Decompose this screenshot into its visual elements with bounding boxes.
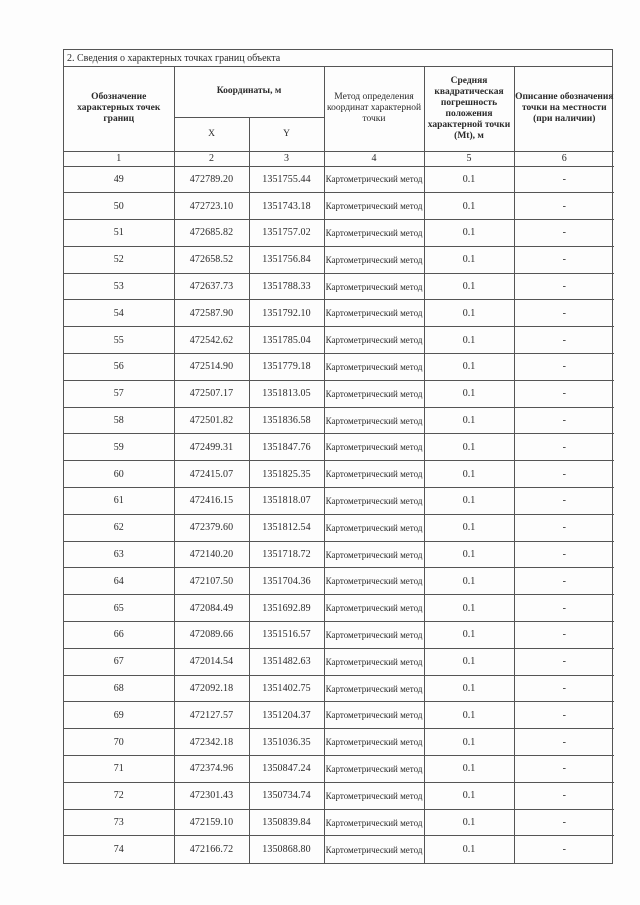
y-coordinate-cell: 1351813.05 bbox=[249, 380, 324, 407]
point-id-cell: 62 bbox=[64, 514, 174, 541]
error-cell: 0.1 bbox=[424, 648, 514, 675]
method-cell: Картометрический метод bbox=[324, 702, 424, 729]
error-cell: 0.1 bbox=[424, 380, 514, 407]
point-id-cell: 72 bbox=[64, 782, 174, 809]
error-cell: 0.1 bbox=[424, 488, 514, 515]
column-number: 2 bbox=[174, 151, 249, 166]
y-coordinate-cell: 1351788.33 bbox=[249, 273, 324, 300]
description-cell: - bbox=[514, 246, 614, 273]
y-coordinate-cell: 1351516.57 bbox=[249, 622, 324, 649]
description-cell: - bbox=[514, 595, 614, 622]
description-cell: - bbox=[514, 809, 614, 836]
point-id-cell: 59 bbox=[64, 434, 174, 461]
description-cell: - bbox=[514, 354, 614, 381]
point-id-cell: 74 bbox=[64, 836, 174, 863]
method-cell: Картометрический метод bbox=[324, 380, 424, 407]
table-row bbox=[64, 782, 614, 809]
y-coordinate-cell: 1351692.89 bbox=[249, 595, 324, 622]
header-method: Метод определения координат характерной точки bbox=[324, 67, 424, 151]
error-cell: 0.1 bbox=[424, 327, 514, 354]
method-cell: Картометрический метод bbox=[324, 407, 424, 434]
y-coordinate-cell: 1351743.18 bbox=[249, 193, 324, 220]
x-coordinate-cell: 472789.20 bbox=[174, 166, 249, 193]
y-coordinate-cell: 1351482.63 bbox=[249, 648, 324, 675]
method-cell: Картометрический метод bbox=[324, 782, 424, 809]
method-cell: Картометрический метод bbox=[324, 166, 424, 193]
point-id-cell: 67 bbox=[64, 648, 174, 675]
x-coordinate-cell: 472166.72 bbox=[174, 836, 249, 863]
y-coordinate-cell: 1350734.74 bbox=[249, 782, 324, 809]
description-cell: - bbox=[514, 782, 614, 809]
method-cell: Картометрический метод bbox=[324, 434, 424, 461]
point-id-cell: 53 bbox=[64, 273, 174, 300]
table-row bbox=[64, 836, 614, 863]
table-row bbox=[64, 568, 614, 595]
description-cell: - bbox=[514, 407, 614, 434]
column-number: 4 bbox=[324, 151, 424, 166]
table-row bbox=[64, 327, 614, 354]
description-cell: - bbox=[514, 514, 614, 541]
table-row bbox=[64, 166, 614, 193]
column-number: 6 bbox=[514, 151, 614, 166]
x-coordinate-cell: 472159.10 bbox=[174, 809, 249, 836]
point-id-cell: 58 bbox=[64, 407, 174, 434]
column-number: 5 bbox=[424, 151, 514, 166]
error-cell: 0.1 bbox=[424, 246, 514, 273]
header-x: X bbox=[174, 117, 249, 151]
method-cell: Картометрический метод bbox=[324, 836, 424, 863]
method-cell: Картометрический метод bbox=[324, 300, 424, 327]
error-cell: 0.1 bbox=[424, 461, 514, 488]
error-cell: 0.1 bbox=[424, 782, 514, 809]
header-error: Средняя квадратическая погрешность положения характерной точки (Mt), м bbox=[424, 67, 514, 151]
method-cell: Картометрический метод bbox=[324, 327, 424, 354]
point-id-cell: 71 bbox=[64, 756, 174, 783]
x-coordinate-cell: 472587.90 bbox=[174, 300, 249, 327]
point-id-cell: 70 bbox=[64, 729, 174, 756]
table-row bbox=[64, 809, 614, 836]
boundary-points-sheet bbox=[63, 49, 613, 864]
y-coordinate-cell: 1351402.75 bbox=[249, 675, 324, 702]
x-coordinate-cell: 472637.73 bbox=[174, 273, 249, 300]
x-coordinate-cell: 472658.52 bbox=[174, 246, 249, 273]
table-row bbox=[64, 246, 614, 273]
description-cell: - bbox=[514, 622, 614, 649]
x-coordinate-cell: 472542.62 bbox=[174, 327, 249, 354]
x-coordinate-cell: 472415.07 bbox=[174, 461, 249, 488]
x-coordinate-cell: 472107.50 bbox=[174, 568, 249, 595]
point-id-cell: 66 bbox=[64, 622, 174, 649]
table-row bbox=[64, 354, 614, 381]
point-id-cell: 54 bbox=[64, 300, 174, 327]
table-row bbox=[64, 622, 614, 649]
x-coordinate-cell: 472127.57 bbox=[174, 702, 249, 729]
y-coordinate-cell: 1351704.36 bbox=[249, 568, 324, 595]
method-cell: Картометрический метод bbox=[324, 648, 424, 675]
method-cell: Картометрический метод bbox=[324, 675, 424, 702]
point-id-cell: 61 bbox=[64, 488, 174, 515]
y-coordinate-cell: 1351755.44 bbox=[249, 166, 324, 193]
table-row bbox=[64, 675, 614, 702]
table-row bbox=[64, 541, 614, 568]
point-id-cell: 56 bbox=[64, 354, 174, 381]
method-cell: Картометрический метод bbox=[324, 756, 424, 783]
x-coordinate-cell: 472507.17 bbox=[174, 380, 249, 407]
description-cell: - bbox=[514, 675, 614, 702]
method-cell: Картометрический метод bbox=[324, 809, 424, 836]
table-row bbox=[64, 595, 614, 622]
header-y: Y bbox=[249, 117, 324, 151]
point-id-cell: 50 bbox=[64, 193, 174, 220]
table-body bbox=[64, 166, 614, 863]
error-cell: 0.1 bbox=[424, 434, 514, 461]
method-cell: Картометрический метод bbox=[324, 568, 424, 595]
method-cell: Картометрический метод bbox=[324, 273, 424, 300]
description-cell: - bbox=[514, 756, 614, 783]
description-cell: - bbox=[514, 380, 614, 407]
error-cell: 0.1 bbox=[424, 836, 514, 863]
method-cell: Картометрический метод bbox=[324, 246, 424, 273]
x-coordinate-cell: 472499.31 bbox=[174, 434, 249, 461]
y-coordinate-cell: 1351785.04 bbox=[249, 327, 324, 354]
method-cell: Картометрический метод bbox=[324, 220, 424, 247]
method-cell: Картометрический метод bbox=[324, 595, 424, 622]
description-cell: - bbox=[514, 166, 614, 193]
x-coordinate-cell: 472089.66 bbox=[174, 622, 249, 649]
description-cell: - bbox=[514, 193, 614, 220]
y-coordinate-cell: 1351757.02 bbox=[249, 220, 324, 247]
point-id-cell: 60 bbox=[64, 461, 174, 488]
x-coordinate-cell: 472416.15 bbox=[174, 488, 249, 515]
method-cell: Картометрический метод bbox=[324, 461, 424, 488]
y-coordinate-cell: 1351204.37 bbox=[249, 702, 324, 729]
y-coordinate-cell: 1351756.84 bbox=[249, 246, 324, 273]
error-cell: 0.1 bbox=[424, 568, 514, 595]
point-id-cell: 51 bbox=[64, 220, 174, 247]
boundary-points-table bbox=[64, 67, 614, 863]
error-cell: 0.1 bbox=[424, 756, 514, 783]
error-cell: 0.1 bbox=[424, 273, 514, 300]
column-number: 3 bbox=[249, 151, 324, 166]
y-coordinate-cell: 1351847.76 bbox=[249, 434, 324, 461]
x-coordinate-cell: 472014.54 bbox=[174, 648, 249, 675]
column-number: 1 bbox=[64, 151, 174, 166]
x-coordinate-cell: 472379.60 bbox=[174, 514, 249, 541]
table-row bbox=[64, 273, 614, 300]
y-coordinate-cell: 1351836.58 bbox=[249, 407, 324, 434]
x-coordinate-cell: 472501.82 bbox=[174, 407, 249, 434]
table-row bbox=[64, 193, 614, 220]
y-coordinate-cell: 1351718.72 bbox=[249, 541, 324, 568]
error-cell: 0.1 bbox=[424, 595, 514, 622]
method-cell: Картометрический метод bbox=[324, 541, 424, 568]
table-row bbox=[64, 220, 614, 247]
point-id-cell: 49 bbox=[64, 166, 174, 193]
x-coordinate-cell: 472514.90 bbox=[174, 354, 249, 381]
description-cell: - bbox=[514, 220, 614, 247]
error-cell: 0.1 bbox=[424, 729, 514, 756]
description-cell: - bbox=[514, 434, 614, 461]
y-coordinate-cell: 1351818.07 bbox=[249, 488, 324, 515]
x-coordinate-cell: 472301.43 bbox=[174, 782, 249, 809]
y-coordinate-cell: 1351812.54 bbox=[249, 514, 324, 541]
point-id-cell: 57 bbox=[64, 380, 174, 407]
header-coordinates: Координаты, м bbox=[174, 67, 324, 117]
method-cell: Картометрический метод bbox=[324, 488, 424, 515]
table-row bbox=[64, 380, 614, 407]
x-coordinate-cell: 472685.82 bbox=[174, 220, 249, 247]
table-row bbox=[64, 300, 614, 327]
y-coordinate-cell: 1350868.80 bbox=[249, 836, 324, 863]
point-id-cell: 65 bbox=[64, 595, 174, 622]
table-row bbox=[64, 702, 614, 729]
point-id-cell: 63 bbox=[64, 541, 174, 568]
description-cell: - bbox=[514, 702, 614, 729]
error-cell: 0.1 bbox=[424, 622, 514, 649]
error-cell: 0.1 bbox=[424, 193, 514, 220]
table-row bbox=[64, 461, 614, 488]
method-cell: Картометрический метод bbox=[324, 622, 424, 649]
table-row bbox=[64, 756, 614, 783]
description-cell: - bbox=[514, 327, 614, 354]
x-coordinate-cell: 472092.18 bbox=[174, 675, 249, 702]
description-cell: - bbox=[514, 461, 614, 488]
y-coordinate-cell: 1351036.35 bbox=[249, 729, 324, 756]
table-row bbox=[64, 514, 614, 541]
description-cell: - bbox=[514, 568, 614, 595]
description-cell: - bbox=[514, 836, 614, 863]
point-id-cell: 64 bbox=[64, 568, 174, 595]
error-cell: 0.1 bbox=[424, 220, 514, 247]
table-row bbox=[64, 407, 614, 434]
point-id-cell: 68 bbox=[64, 675, 174, 702]
header-designation: Обозначение характерных точек границ bbox=[64, 67, 174, 151]
point-id-cell: 55 bbox=[64, 327, 174, 354]
x-coordinate-cell: 472374.96 bbox=[174, 756, 249, 783]
point-id-cell: 69 bbox=[64, 702, 174, 729]
error-cell: 0.1 bbox=[424, 702, 514, 729]
description-cell: - bbox=[514, 648, 614, 675]
error-cell: 0.1 bbox=[424, 166, 514, 193]
error-cell: 0.1 bbox=[424, 541, 514, 568]
y-coordinate-cell: 1350839.84 bbox=[249, 809, 324, 836]
point-id-cell: 52 bbox=[64, 246, 174, 273]
description-cell: - bbox=[514, 541, 614, 568]
y-coordinate-cell: 1351792.10 bbox=[249, 300, 324, 327]
y-coordinate-cell: 1350847.24 bbox=[249, 756, 324, 783]
method-cell: Картометрический метод bbox=[324, 354, 424, 381]
description-cell: - bbox=[514, 300, 614, 327]
method-cell: Картометрический метод bbox=[324, 514, 424, 541]
header-description: Описание обозначения точки на местности (при наличии) bbox=[514, 67, 614, 151]
method-cell: Картометрический метод bbox=[324, 193, 424, 220]
description-cell: - bbox=[514, 729, 614, 756]
error-cell: 0.1 bbox=[424, 407, 514, 434]
x-coordinate-cell: 472723.10 bbox=[174, 193, 249, 220]
error-cell: 0.1 bbox=[424, 514, 514, 541]
method-cell: Картометрический метод bbox=[324, 729, 424, 756]
y-coordinate-cell: 1351825.35 bbox=[249, 461, 324, 488]
section-title: 2. Сведения о характерных точках границ объекта bbox=[64, 50, 612, 67]
x-coordinate-cell: 472342.18 bbox=[174, 729, 249, 756]
table-row bbox=[64, 648, 614, 675]
description-cell: - bbox=[514, 488, 614, 515]
error-cell: 0.1 bbox=[424, 300, 514, 327]
x-coordinate-cell: 472140.20 bbox=[174, 541, 249, 568]
error-cell: 0.1 bbox=[424, 354, 514, 381]
point-id-cell: 73 bbox=[64, 809, 174, 836]
table-row bbox=[64, 434, 614, 461]
y-coordinate-cell: 1351779.18 bbox=[249, 354, 324, 381]
error-cell: 0.1 bbox=[424, 809, 514, 836]
error-cell: 0.1 bbox=[424, 675, 514, 702]
x-coordinate-cell: 472084.49 bbox=[174, 595, 249, 622]
table-row bbox=[64, 488, 614, 515]
description-cell: - bbox=[514, 273, 614, 300]
table-row bbox=[64, 729, 614, 756]
